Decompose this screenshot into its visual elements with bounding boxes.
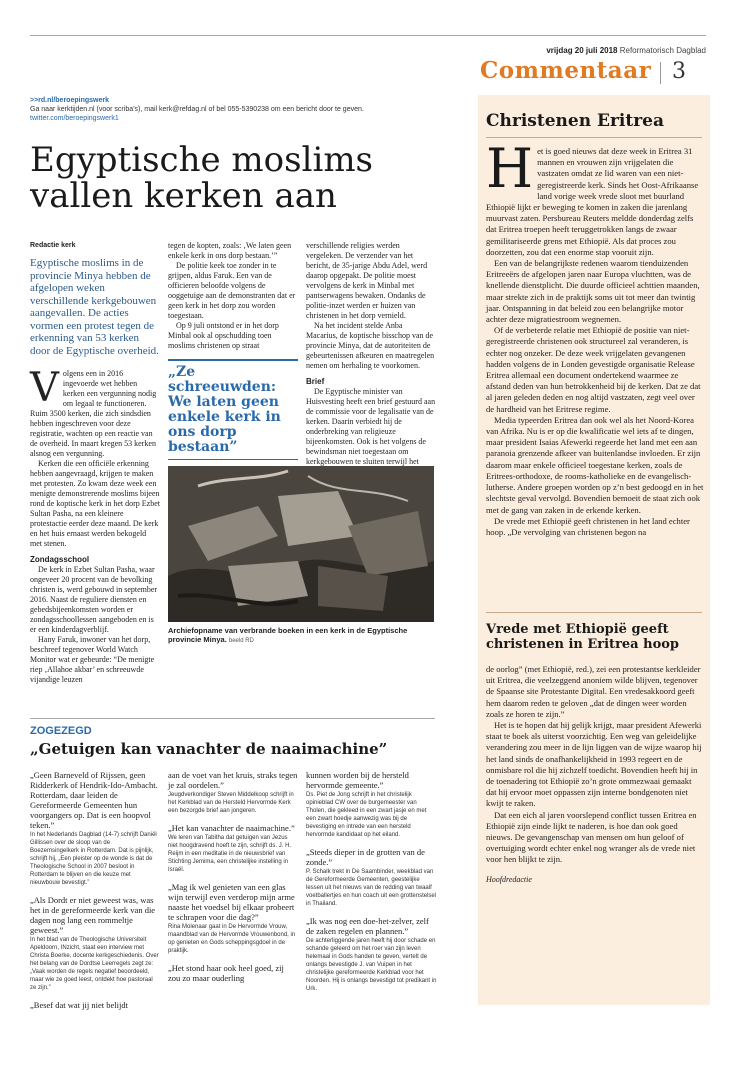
twitter-link[interactable]: twitter.com/beroepingswerk1 — [30, 115, 119, 122]
commentary-paragraph-7: Het is te hopen dat hij gelijk krijgt, maar president Afewerki staat te boek als uiterst voorzichtig. Een weg van geleidelijke verandering zou meer in de lijn liggen van de wijze waarop hij het land sinds de onafhankelijkheid in 1993 regeert en de onmisbare rol die hij zichzelf toedicht. Bovendien heeft hij in de toenadering tot Ethiopië zo’n grote ommezwaai gemaakt dat hij ervoor moet oppassen zijn interne bondgenoten niet kwijt te raken. — [486, 720, 702, 809]
zogezegd-quote: „Als Dordt er niet geweest was, was het in de gereformeerde kerk van die dagen nog lang een rommeltje geweest.” — [30, 895, 156, 935]
commentary-paragraph-8: Dat een eich al jaren voorslepend conflict tussen Eritrea en Ethiopië zijn einde lijkt te naderen, is hoe dan ook goed nieuws. De gevangenschap van mensen om hun geloof of overtuiging wordt echter enkel nog wranger als de vrede niet voor hen blijkt te zijn. — [486, 809, 697, 865]
article-column-1 — [30, 241, 160, 701]
section-separator — [660, 62, 661, 84]
meta-info — [30, 96, 435, 123]
zogezegd-source: Rina Molenaar gaat in De Hervormde Vrouw, maandblad van de Hervormde Vrouwenbond, in op genieten en Gods scheppingsgdoel in de praktijk. — [168, 924, 296, 954]
photo-illustration — [168, 466, 434, 622]
zogezegd-quote: „Besef dat wat jij niet belijdt — [30, 1000, 128, 1010]
paragraph-1: olgens een in 2016 ingevoerde wet hebben kerken een vergunning nodig om legaal te functioneren. Ruim 3500 kerken, die zich sindsdien hebben ingeschreven voor deze registratie, wachten op een reactie van de overheid. In maart kregen 53 kerken alsnog een vergunning. — [30, 369, 157, 458]
paragraph-3: De kerk in Ezbet Sultan Pasha, waar ongeveer 20 procent van de bevolking christen is, werd gebouwd in september 2016. Naast de reguliere diensten en gebedsbijeenkomsten worden er zondagsschoollessen aangeboden en is er een kinderdagverblijf. — [30, 565, 158, 634]
zogezegd-quote: „Mag ik wel genieten van een glas wijn terwijl even verderop mijn arme naaste het voedsel bij elkaar probeert te schrapen voor die dag?” — [168, 882, 295, 922]
zogezegd-column-3 — [306, 770, 438, 1060]
zogezegd-label: ZOGEZEGD — [30, 725, 92, 737]
zogezegd-source: Jeugdverkondiger Steven Middelkoop schrijft in het Kerkblad van de Hersteld Hervormde Kerk een bezorgde brief aan jongeren. — [168, 792, 294, 814]
beroepingswerk-link[interactable]: >>rd.nl/beroepingswerk — [30, 97, 109, 104]
photo-credit: beeld RD — [228, 638, 254, 644]
quote-rule-top — [168, 359, 298, 361]
zogezegd-source: De achterliggende jaren heeft hij door schade en schande geleerd om het roer van zijn leven helemaal in Gods handen te geven, vertelt de onlangs bevestigde J. van Vuipen in het christelijke gereformeerde Kerkblad voor het Noorden. Hij is onlangs bevestigd tot predikant in Urk. — [306, 938, 437, 992]
paragraph-11: De Egyptische minister van Huisvesting heeft een brief gestuurd aan de commissie voor de legalisatie van de kerken. Daarin verbiedt hij de onderbreking van religieuze bijeenkomsten. Ook is het volgens de bewindsman niet toegestaan om kerkgebouwen te sluiten terwijl het — [306, 387, 436, 466]
zogezegd-source: We leren van Tabitha dat getuigen van Jezus niet hoogdravend hoeft te zijn, schrijft ds. J. H. Reijm in een meditatie in de nieuwsbrief van Stichting Jemima, een christelijke instelling in Israël. — [168, 835, 292, 873]
article-column-2 — [168, 241, 298, 463]
zogezegd-source: In het blad van de Theologische Universiteit Apeldoorn, INzicht, staat een interview met Christa Boerke, docente kerkgeschiedenis. Over het belang van de Dordtse Leerregels zegt ze: „Vaak worden de regels negatief beoordeeld, maar wie ze goed leest, ontdekt hoe pastoraal ze zijn.” — [30, 937, 159, 991]
pull-quote: „Ze schreeuwden: We laten geen enkele kerk in ons dorp bestaan” — [168, 364, 281, 455]
commentary-body-top — [486, 137, 704, 606]
burned-books-photo — [168, 466, 434, 622]
commentary-signature: Hoofdredactie — [486, 874, 532, 884]
zogezegd-quote: „Het stond haar ook heel goed, zij zou zo maar ouderling — [168, 963, 284, 983]
commentary-body-bottom — [486, 664, 704, 1004]
commentary-subtitle-rule — [486, 612, 702, 613]
commentary-dropcap: H — [486, 137, 534, 200]
paragraph-6: De politie keek toe zonder in te grijpen, aldus Faruk. Een van de officieren beloofde volgens de ooggetuige aan de demonstranten dat er geen kerk in het dorp zou worden toegestaan. — [168, 261, 296, 320]
zogezegd-quote: „Steeds dieper in de grotten van de zonde.” — [306, 847, 425, 867]
zogezegd-quote: „Ik was nog een doe-het-zelver, zelf de zaken regelen en plannen.” — [306, 916, 429, 936]
zogezegd-rule — [30, 718, 435, 719]
paper-name: Reformatorisch Dagblad — [619, 46, 706, 55]
zogezegd-source: P. Schalk trekt in De Saambinder, weekblad van de Gereformeerde Gemeenten, geestelijke lessen uit het nieuws van de redding van twaalf voetballertjes en hun coach uit een grottenstelsel in Thailand. — [306, 869, 437, 907]
subhead-brief: Brief — [306, 377, 325, 386]
commentary-paragraph-4: Media typeerden Eritrea dan ook wel als het Noord-Korea van Afrika. Nu is er op die kwalificatie wel iets af te dingen, maar president Isaias Afewerki regeerde het land met een aan paranoia grenzende afkeer van buitenlandse invloeden. Er zijn daarom maar enkele officieel toegestane kerken, zoals de Eritrees-orthodoxe, de rooms-katholieke en de evangelisch-lutherse. Andere groepen worden op z’n best gedoogd en in het slechtste geval vervolgd. Bovendien bemoeit de staat zich ook met de gang van zaken in de erkende kerken. — [486, 414, 704, 515]
quote-rule-bottom — [168, 459, 298, 460]
article-headline: Egyptische moslims vallen kerken aan — [30, 140, 374, 216]
commentary-paragraph-6: de oorlog” (met Ethiopië, red.), zei een protestantse kerkleider uit Eritrea, die veelzeggend anoniem wilde blijven, tegenover de Spaanse site Protestante Digital. Een vredesakkoord geeft hem daarom reden te geloven „dat de dingen weer worden zoals ze horen te zijn.” — [486, 664, 701, 719]
zogezegd-column-2 — [168, 770, 298, 1060]
paragraph-2: Kerken die een officiële erkenning hebben aangevraagd, krijgen te maken met protesten. Zo kwam deze week een menigte demonstrerende moslims bijeen rond de koptische kerk in het dorp Ezbet Sultan Pasha, na een kleinere protestactie eerder deze maand. De kerk en het huis ernaast werden bekogeld met stenen. — [30, 459, 160, 548]
zogezegd-quote: kunnen worden bij de hersteld hervormde gemeente.” — [306, 770, 409, 790]
commentary-subtitle: Vrede met Ethiopië geeft christenen in Eritrea hoop — [486, 622, 680, 652]
zogezegd-quote: „Geen Barneveld of Rijssen, geen Ridderkerk of Hendrik-Ido-Ambacht. Rotterdam, daar leiden de Gereformeerde Gemeenten hun voorgangers op. Dat is een hoopvol teken.” — [30, 770, 158, 830]
section-title: Commentaar — [480, 57, 652, 84]
paragraph-4: Hany Faruk, inwoner van het dorp, beschreef tegenover World Watch Monitor wat er gebeurde: “De menigte riep ‚Allahoe akbar’ en schreeuwde vijandige leuzen — [30, 635, 155, 684]
commentary-paragraph-5: De vrede met Ethiopië geeft christenen in het land echter hoop. „De vervolging van christenen begon na — [486, 515, 690, 537]
paragraph-10: Na het incident stelde Anba Macarius, de koptische bisschop van de provincie Minya, dat de autoriteiten de gebeurtenissen afkeuren en maatregelen nemen om herhaling te voorkomen. — [306, 321, 435, 370]
byline: Redactie kerk — [30, 242, 76, 249]
article-column-3 — [306, 241, 436, 466]
caption-text: Archiefopname van verbrande boeken in een kerk in de Egyptische provincie Minya. — [168, 626, 408, 644]
paragraph-9: verschillende religies werden vergeleken. De verzender van het bericht, de 35-jarige Abdu Adel, werd daarop opgepakt. De politie moest vervolgens de kerk in Minbal met pantserwagens bewaken. Ondanks de politie-inzet werden er huizen van christenen in het dorp vernield. — [306, 241, 428, 320]
zogezegd-quote: „Het kan vanachter de naaimachine.” — [168, 823, 295, 833]
paragraph-7: Op 9 juli ontstond er in het dorp Minbal ook al opschudding toen moslims christenen op straat — [168, 321, 279, 350]
commentary-intro — [486, 137, 704, 258]
lede: Egyptische moslims in de provincie Minya hebben de afgelopen weken verschillende kerkgebouwen aangevallen. De acties vormen een protest tegen de erkenning van 53 kerken door de Egyptische overheid. — [30, 257, 159, 357]
page-number: 3 — [672, 59, 686, 84]
dateline — [546, 46, 706, 55]
commentary-paragraph-1: et is goed nieuws dat deze week in Eritrea 31 mannen en vrouwen zijn vrijgelaten die vastzaten omdat ze lid waren van een niet-geregistreerde kerk. Sinds het Oost-Afrikaanse land vorige week vrede sloot met buurland Ethiopië lijkt er beweging te komen in zaken die jarenlang muurvast zaten. Persbureau Reuters meldde donderdag zelfs dat Eritrea troepen heeft teruggetrokken langs de zwaar gemilitariseerde grens met Ethiopië. Als dat proces zou doorzetten, zou dat een enorme stap vooruit zijn. — [486, 146, 699, 257]
contact-line: Ga naar kerktijden.nl (voor scriba’s), mail kerk@refdag.nl of bel 055-5390238 om een bericht door te geven. — [30, 106, 364, 113]
zogezegd-source: Ds. Piet de Jong schrijft in het christelijk opinieblad CW over de burgemeester van Tholen, die gekleed in een zwart jasje en met een zwart hoedje aanwezig was bij de bevestiging en intrede van een hersteld hervormde kandidaat op het eiland. — [306, 792, 427, 838]
zogezegd-quote: aan de voet van het kruis, straks tegen je zal oordelen.” — [168, 770, 298, 790]
article-intro — [30, 365, 160, 459]
dropcap: V — [30, 365, 59, 411]
issue-date: vrijdag 20 juli 2018 — [546, 46, 618, 55]
commentary-paragraph-3: Of de verbeterde relatie met Ethiopië de positie van niet-geregistreerde christenen ook structureel zal veranderen, is echter nog onzeker. De deze week vrijgelaten gevangenen hadden volgens de in Londen gevestigde organisatie Release Eritrea allemaal een document ondertekend waarmee ze afstand deden van hun betrokkenheid bij de kerken. Dat ze dat al jaren geleden deden en nog altijd vastzaten, zegt veel over de hardheid van het Eritrese regime. — [486, 325, 701, 414]
commentary-title: Christenen Eritrea — [486, 111, 665, 131]
top-rule — [30, 35, 706, 36]
subhead-zondagsschool: Zondagsschool — [30, 555, 90, 564]
photo-caption — [168, 626, 438, 646]
commentary-paragraph-2: Een van de belangrijkste redenen waarom tienduizenden Eritreeërs de afgelopen jaren naar Europa vluchtten, was de knellende dienstplicht. Die duurde officieel achttien maanden, maar strekte zich in de praktijk soms uit tot meer dan twintig jaar. Ontspanning in dat beleid zou een belangrijke motor achter deze migratiestroom wegnemen. — [486, 258, 700, 325]
zogezegd-source: In het Nederlands Dagblad (14-7) schrijft Daniël Gillissen over de sloop van de Boezemsingelkerk in Rotterdam. Dat is pijnlijk, schrijft hij, „Een pleister op de wonde is dat de Theologische School in 2007 besloot in Rotterdam te blijven en die keuze met nieuwbouw bevestigt.” — [30, 832, 157, 886]
zogezegd-title: „Getuigen kan vanachter de naaimachine” — [30, 740, 388, 758]
zogezegd-column-1 — [30, 770, 160, 1060]
paragraph-5: tegen de kopten, zoals: ‚We laten geen enkele kerk in ons dorp bestaan.’” — [168, 241, 292, 260]
